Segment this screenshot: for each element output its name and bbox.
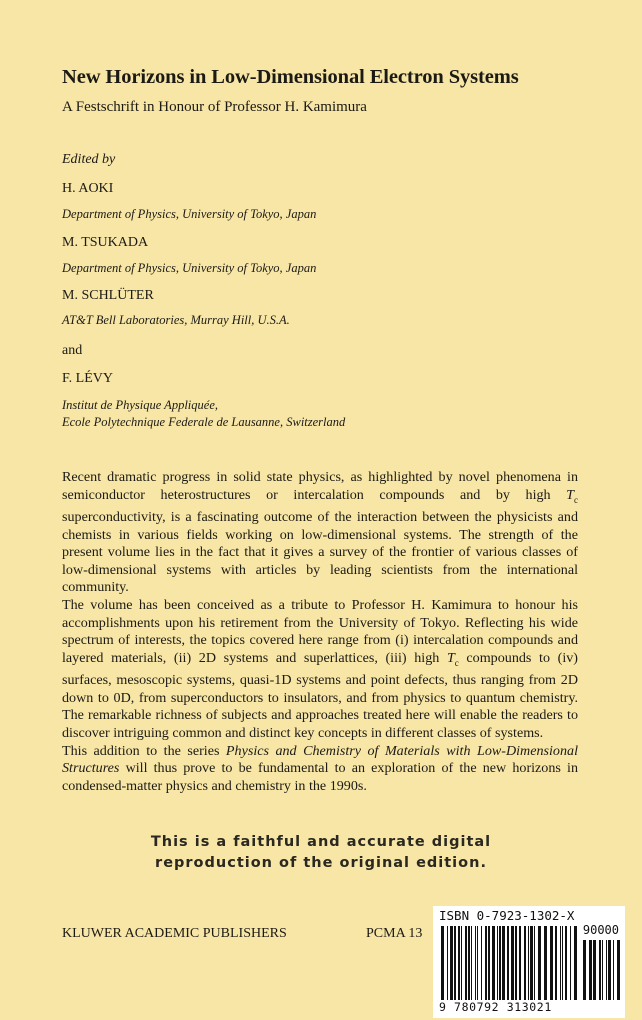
barcode-bar: [507, 926, 509, 1000]
barcode-bar: [475, 926, 476, 1000]
barcode-bar: [524, 926, 526, 1000]
editor-affiliation: AT&T Bell Laboratories, Murray Hill, U.S.A.: [62, 313, 290, 327]
publisher-name: KLUWER ACADEMIC PUBLISHERS: [62, 926, 287, 941]
barcode-bar: [447, 926, 448, 1000]
barcode-bar: [515, 926, 517, 1000]
barcode-bar: [534, 926, 535, 1000]
barcode-bar: [488, 926, 490, 1000]
editor-affiliation: Department of Physics, University of Tokyo, Japan: [62, 207, 317, 221]
editor-affiliation: Department of Physics, University of Tokyo, Japan: [62, 261, 317, 275]
barcode-bar: [574, 926, 577, 1000]
barcode-bar: [450, 926, 453, 1000]
reproduction-notice: [0, 832, 642, 874]
series-code: PCMA 13: [366, 926, 423, 941]
barcode-bar: [468, 926, 470, 1000]
barcode-bar: [471, 926, 472, 1000]
editors-conjunction: and: [62, 343, 83, 358]
barcode-bar: [608, 940, 611, 1000]
barcode-bar: [593, 940, 596, 1000]
barcode-bar: [519, 926, 521, 1000]
barcode-bar: [617, 940, 620, 1000]
barcode-bar: [613, 940, 614, 1000]
book-title: New Horizons in Low-Dimensional Electron Systems: [62, 66, 519, 88]
isbn-number: ISBN 0-7923-1302-X: [439, 908, 575, 923]
price-addon: 90000: [582, 923, 619, 937]
barcode-bar: [550, 926, 553, 1000]
barcode-bar: [530, 926, 533, 1000]
barcode-bar: [606, 940, 607, 1000]
editor-name: H. AOKI: [62, 181, 114, 196]
notice-line: reproduction of the original edition.: [155, 855, 487, 871]
barcode-bar: [458, 926, 460, 1000]
book-subtitle: A Festschrift in Honour of Professor H. Kamimura: [62, 99, 367, 115]
barcode-bar: [477, 926, 478, 1000]
barcode-bar: [499, 926, 501, 1000]
barcode-bar: [570, 926, 571, 1000]
barcode-bar: [528, 926, 529, 1000]
notice-line: This is a faithful and accurate digital: [150, 834, 492, 850]
barcode-bar: [602, 940, 603, 1000]
barcode-bar: [538, 926, 541, 1000]
barcode-bar: [589, 940, 592, 1000]
series-name: Physics and Chemistry of Materials with Low-Dimensional Structures: [62, 742, 578, 777]
isbn-barcode: [433, 906, 625, 1018]
editor-name: M. SCHLÜTER: [62, 288, 154, 303]
barcode-bar: [562, 926, 563, 1000]
abstract-paragraph: Recent dramatic progress in solid state physics, as highlighted by novel phenomena in semiconductor heterostructures or intercalation compounds and by high $T_c$ superconductivity, is a fascinating outcome of the interaction between the physicists and chemists in various fields working on low-dimensional systems. The strength of the present volume lies in the fact that it gives a survey of the frontier of various classes of low-dimensional systems with articles by leading scientists from the international community.: [62, 469, 578, 596]
barcode-bar: [485, 926, 487, 1000]
barcode-bar: [441, 926, 444, 1000]
editor-affiliation: Ecole Polytechnique Federale de Lausanne, Switzerland: [62, 415, 346, 429]
ean-number: 9 780792 313021: [439, 1000, 552, 1014]
barcode-bar: [461, 926, 462, 1000]
editor-name: M. TSUKADA: [62, 235, 149, 250]
barcode-bar: [481, 926, 482, 1000]
barcode-bar: [583, 940, 586, 1000]
editor-name: F. LÉVY: [62, 371, 113, 386]
abstract: [62, 469, 578, 795]
edited-by-heading: Edited by: [62, 152, 116, 167]
barcode-bar: [555, 926, 557, 1000]
barcode-bar: [465, 926, 467, 1000]
barcode-bar: [544, 926, 547, 1000]
abstract-paragraph: This addition to the series Physics and Chemistry of Materials with Low-Dimensional Structures will thus prove to be fundamental to an exploration of the new horizons in condensed-matter physics and chemistry in the 1990s.: [62, 742, 578, 794]
barcode-bar: [565, 926, 567, 1000]
barcode-bar: [560, 926, 561, 1000]
barcode-bar: [497, 926, 498, 1000]
barcode-bar: [454, 926, 456, 1000]
barcode-bar: [599, 940, 601, 1000]
barcode-bar: [511, 926, 514, 1000]
abstract-paragraph: The volume has been conceived as a tribute to Professor H. Kamimura to honour his accomplishments upon his retirement from the University of Tokyo. Reflecting his wide spectrum of interests, the topics covered here range from (i) intercalation compounds and layered materials, (ii) 2D systems and superlattices, (iii) high $T_c$ compounds to (iv) surfaces, mesoscopic systems, quasi-1D systems and point defects, thus ranging from 2D down to 0D, from superconductors to insulators, and from physics to quantum chemistry. The remarkable richness of subjects and approaches treated here will enable the readers to discover intriguing common and distinct key concepts in different classes of systems.: [62, 596, 578, 741]
barcode-bar: [502, 926, 505, 1000]
barcode-bar: [492, 926, 495, 1000]
editor-affiliation: Institut de Physique Appliquée,: [62, 398, 218, 412]
